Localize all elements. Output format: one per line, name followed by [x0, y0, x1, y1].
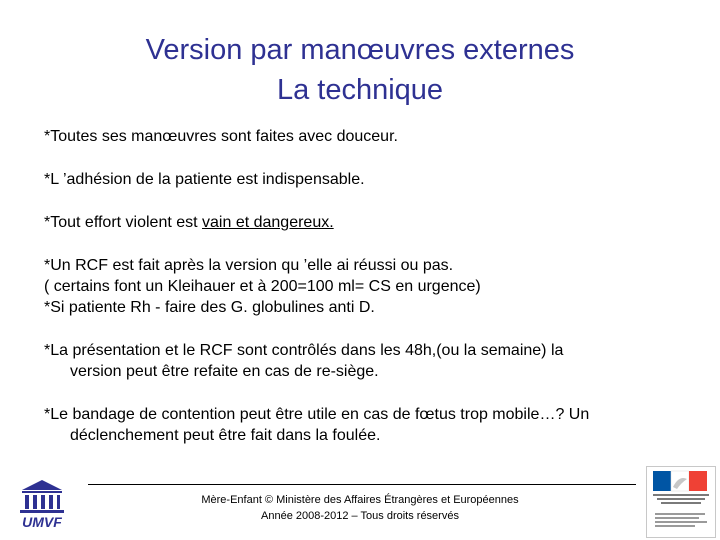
bandage-line-1: *Le bandage de contention peut être utile en cas de fœtus trop mobile…? Un: [44, 406, 590, 423]
presentation-line-2: version peut être refaite en cas de re-siège.: [70, 363, 379, 380]
french-ministry-logo-icon: [647, 467, 715, 507]
bandage-line-2: déclenchement peut être fait dans la foulée.: [70, 427, 381, 444]
umvf-building-logo-icon: [14, 476, 70, 532]
title-line-1: Version par manœuvres externes: [145, 34, 575, 66]
footer-line-2: Année 2008-2012 – Tous droits réservés: [261, 510, 459, 522]
umvf-logo: [14, 476, 70, 532]
bullet-bandage: [44, 404, 684, 446]
slide-title: [0, 30, 720, 110]
rcf-line-1: *Un RCF est fait après la version qu ’elle ai réussi ou pas.: [44, 257, 454, 274]
bullet-rcf: [44, 255, 684, 318]
slide-body: [44, 126, 684, 446]
bullet-effort: [44, 212, 684, 233]
rcf-line-3: *Si patiente Rh - faire des G. globulines anti D.: [44, 299, 375, 316]
ministry-logo: [646, 466, 716, 538]
footer-copyright: [150, 492, 570, 524]
footer-line-1: Mère-Enfant © Ministère des Affaires Étrangères et Européennes: [201, 494, 519, 506]
bullet-adhesion: *L ’adhésion de la patiente est indispensable.: [44, 171, 365, 188]
bullet-douceur: *Toutes ses manœuvres sont faites avec douceur.: [44, 128, 398, 145]
footer-divider: [88, 484, 636, 485]
umvf-logo-text: UMVF: [22, 514, 62, 530]
bullet-presentation: [44, 340, 684, 382]
effort-underlined: vain et dangereux.: [202, 214, 334, 231]
effort-text: *Tout effort violent est: [44, 214, 203, 231]
title-line-2: La technique: [276, 74, 444, 106]
rcf-line-2: ( certains font un Kleihauer et à 200=100 ml= CS en urgence): [44, 278, 481, 295]
presentation-line-1: *La présentation et le RCF sont contrôlés dans les 48h,(ou la semaine) la: [44, 342, 564, 359]
ministry-fine-print: [655, 513, 707, 529]
